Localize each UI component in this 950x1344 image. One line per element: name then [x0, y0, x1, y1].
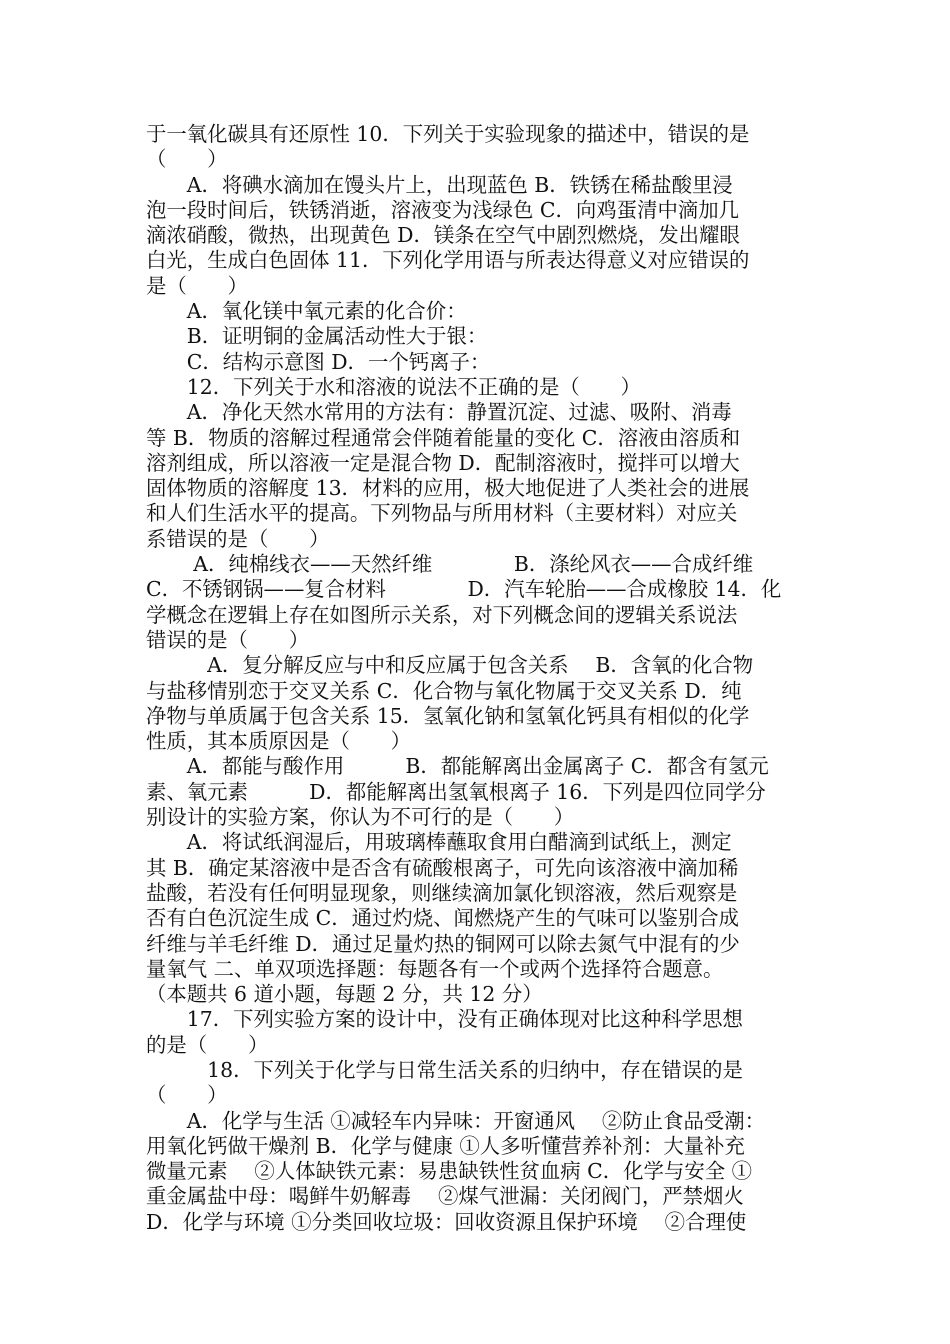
text-line: 错误的是（ ） — [146, 627, 310, 652]
text-line: 纤维与羊毛纤维 D．通过足量灼热的铜网可以除去氮气中混有的少 — [146, 931, 740, 956]
text-line: （ ） — [146, 147, 228, 172]
text-line: 溶剂组成，所以溶液一定是混合物 D．配制溶液时，搅拌可以增大 — [146, 450, 740, 475]
text-line: 固体物质的溶解度 13．材料的应用，极大地促进了人类社会的进展 — [146, 476, 750, 501]
text-line: A．都能与酸作用 B．都能解离出金属离子 C．都含有氢元 — [146, 754, 769, 779]
text-line: 17．下列实验方案的设计中，没有正确体现对比这种科学思想 — [146, 1007, 743, 1032]
text-line: 否有白色沉淀生成 C．通过灼烧、闻燃烧产生的气味可以鉴别合成 — [146, 906, 740, 931]
text-line: 的是（ ） — [146, 1032, 269, 1057]
text-line: A．将试纸润湿后，用玻璃棒蘸取食用白醋滴到试纸上，测定 — [146, 830, 732, 855]
text-line: 微量元素 ②人体缺铁元素：易患缺铁性贫血病 C．化学与安全 ① — [146, 1159, 752, 1184]
text-line: 泡一段时间后，铁锈消逝，溶液变为浅绿色 C．向鸡蛋清中滴加几 — [146, 197, 740, 222]
text-line: 滴浓硝酸，微热，出现黄色 D．镁条在空气中剧烈燃烧，发出耀眼 — [146, 223, 740, 248]
text-line: 18．下列关于化学与日常生活关系的归纳中，存在错误的是 — [146, 1057, 743, 1082]
text-line: D．化学与环境 ①分类回收垃圾：回收资源且保护环境 ②合理使 — [146, 1209, 747, 1234]
text-line: C．结构示意图 D．一个钙离子： — [146, 349, 491, 374]
text-line: 和人们生活水平的提高。下列物品与所用材料（主要材料）对应关 — [146, 501, 738, 526]
text-line: A．纯棉线衣——天然纤维 B．涤纶风衣——合成纤维 — [146, 552, 754, 577]
text-line: 学概念在逻辑上存在如图所示关系，对下列概念间的逻辑关系说法 — [146, 602, 738, 627]
text-line: 12．下列关于水和溶液的说法不正确的是（ ） — [146, 374, 641, 399]
text-line: 重金属盐中母：喝鲜牛奶解毒 ②煤气泄漏：关闭阀门，严禁烟火 — [146, 1184, 744, 1209]
text-line: A．氧化镁中氧元素的化合价： — [146, 299, 467, 324]
text-line: A．复分解反应与中和反应属于包含关系 B．含氧的化合物 — [146, 653, 754, 678]
text-line: 白光，生成白色固体 11．下列化学用语与所表达得意义对应错误的 — [146, 248, 750, 273]
text-line: 性质，其本质原因是（ ） — [146, 729, 412, 754]
text-line: 别设计的实验方案，你认为不可行的是（ ） — [146, 805, 575, 830]
text-line: （本题共 6 道小题，每题 2 分，共 12 分） — [146, 982, 543, 1007]
text-line: A．将碘水滴加在馒头片上，出现蓝色 B．铁锈在稀盐酸里浸 — [146, 172, 733, 197]
text-line: C．不锈钢锅——复合材料 D．汽车轮胎——合成橡胶 14．化 — [146, 577, 782, 602]
text-line: （ ） — [146, 1083, 228, 1108]
text-line: 于一氧化碳具有还原性 10．下列关于实验现象的描述中，错误的是 — [146, 122, 750, 146]
text-line: 用氧化钙做干燥剂 B．化学与健康 ①人多听懂营养补剂：大量补充 — [146, 1133, 745, 1158]
text-line: 是（ ） — [146, 273, 248, 298]
text-line: 素、氧元素 D．都能解离出氢氧根离子 16．下列是四位同学分 — [146, 779, 766, 804]
text-line: 量氧气 二、单双项选择题：每题各有一个或两个选择符合题意。 — [146, 956, 724, 981]
text-line: 系错误的是（ ） — [146, 526, 330, 551]
document-body — [146, 122, 816, 1235]
text-line: A．净化天然水常用的方法有：静置沉淀、过滤、吸附、消毒 — [146, 400, 732, 425]
text-line: 与盐移情别恋于交叉关系 C．化合物与氧化物属于交叉关系 D．纯 — [146, 678, 742, 703]
text-line: A．化学与生活 ①减轻车内异味：开窗通风 ②防止食品受潮： — [146, 1108, 766, 1133]
text-line: B．证明铜的金属活动性大于银： — [146, 324, 488, 349]
text-line: 盐酸，若没有任何明显现象，则继续滴加氯化钡溶液，然后观察是 — [146, 880, 738, 905]
text-line: 其 B．确定某溶液中是否含有硫酸根离子，可先向该溶液中滴加稀 — [146, 855, 739, 880]
text-line: 等 B．物质的溶解过程通常会伴随着能量的变化 C．溶液由溶质和 — [146, 425, 741, 450]
text-line: 净物与单质属于包含关系 15．氢氧化钠和氢氧化钙具有相似的化学 — [146, 703, 750, 728]
